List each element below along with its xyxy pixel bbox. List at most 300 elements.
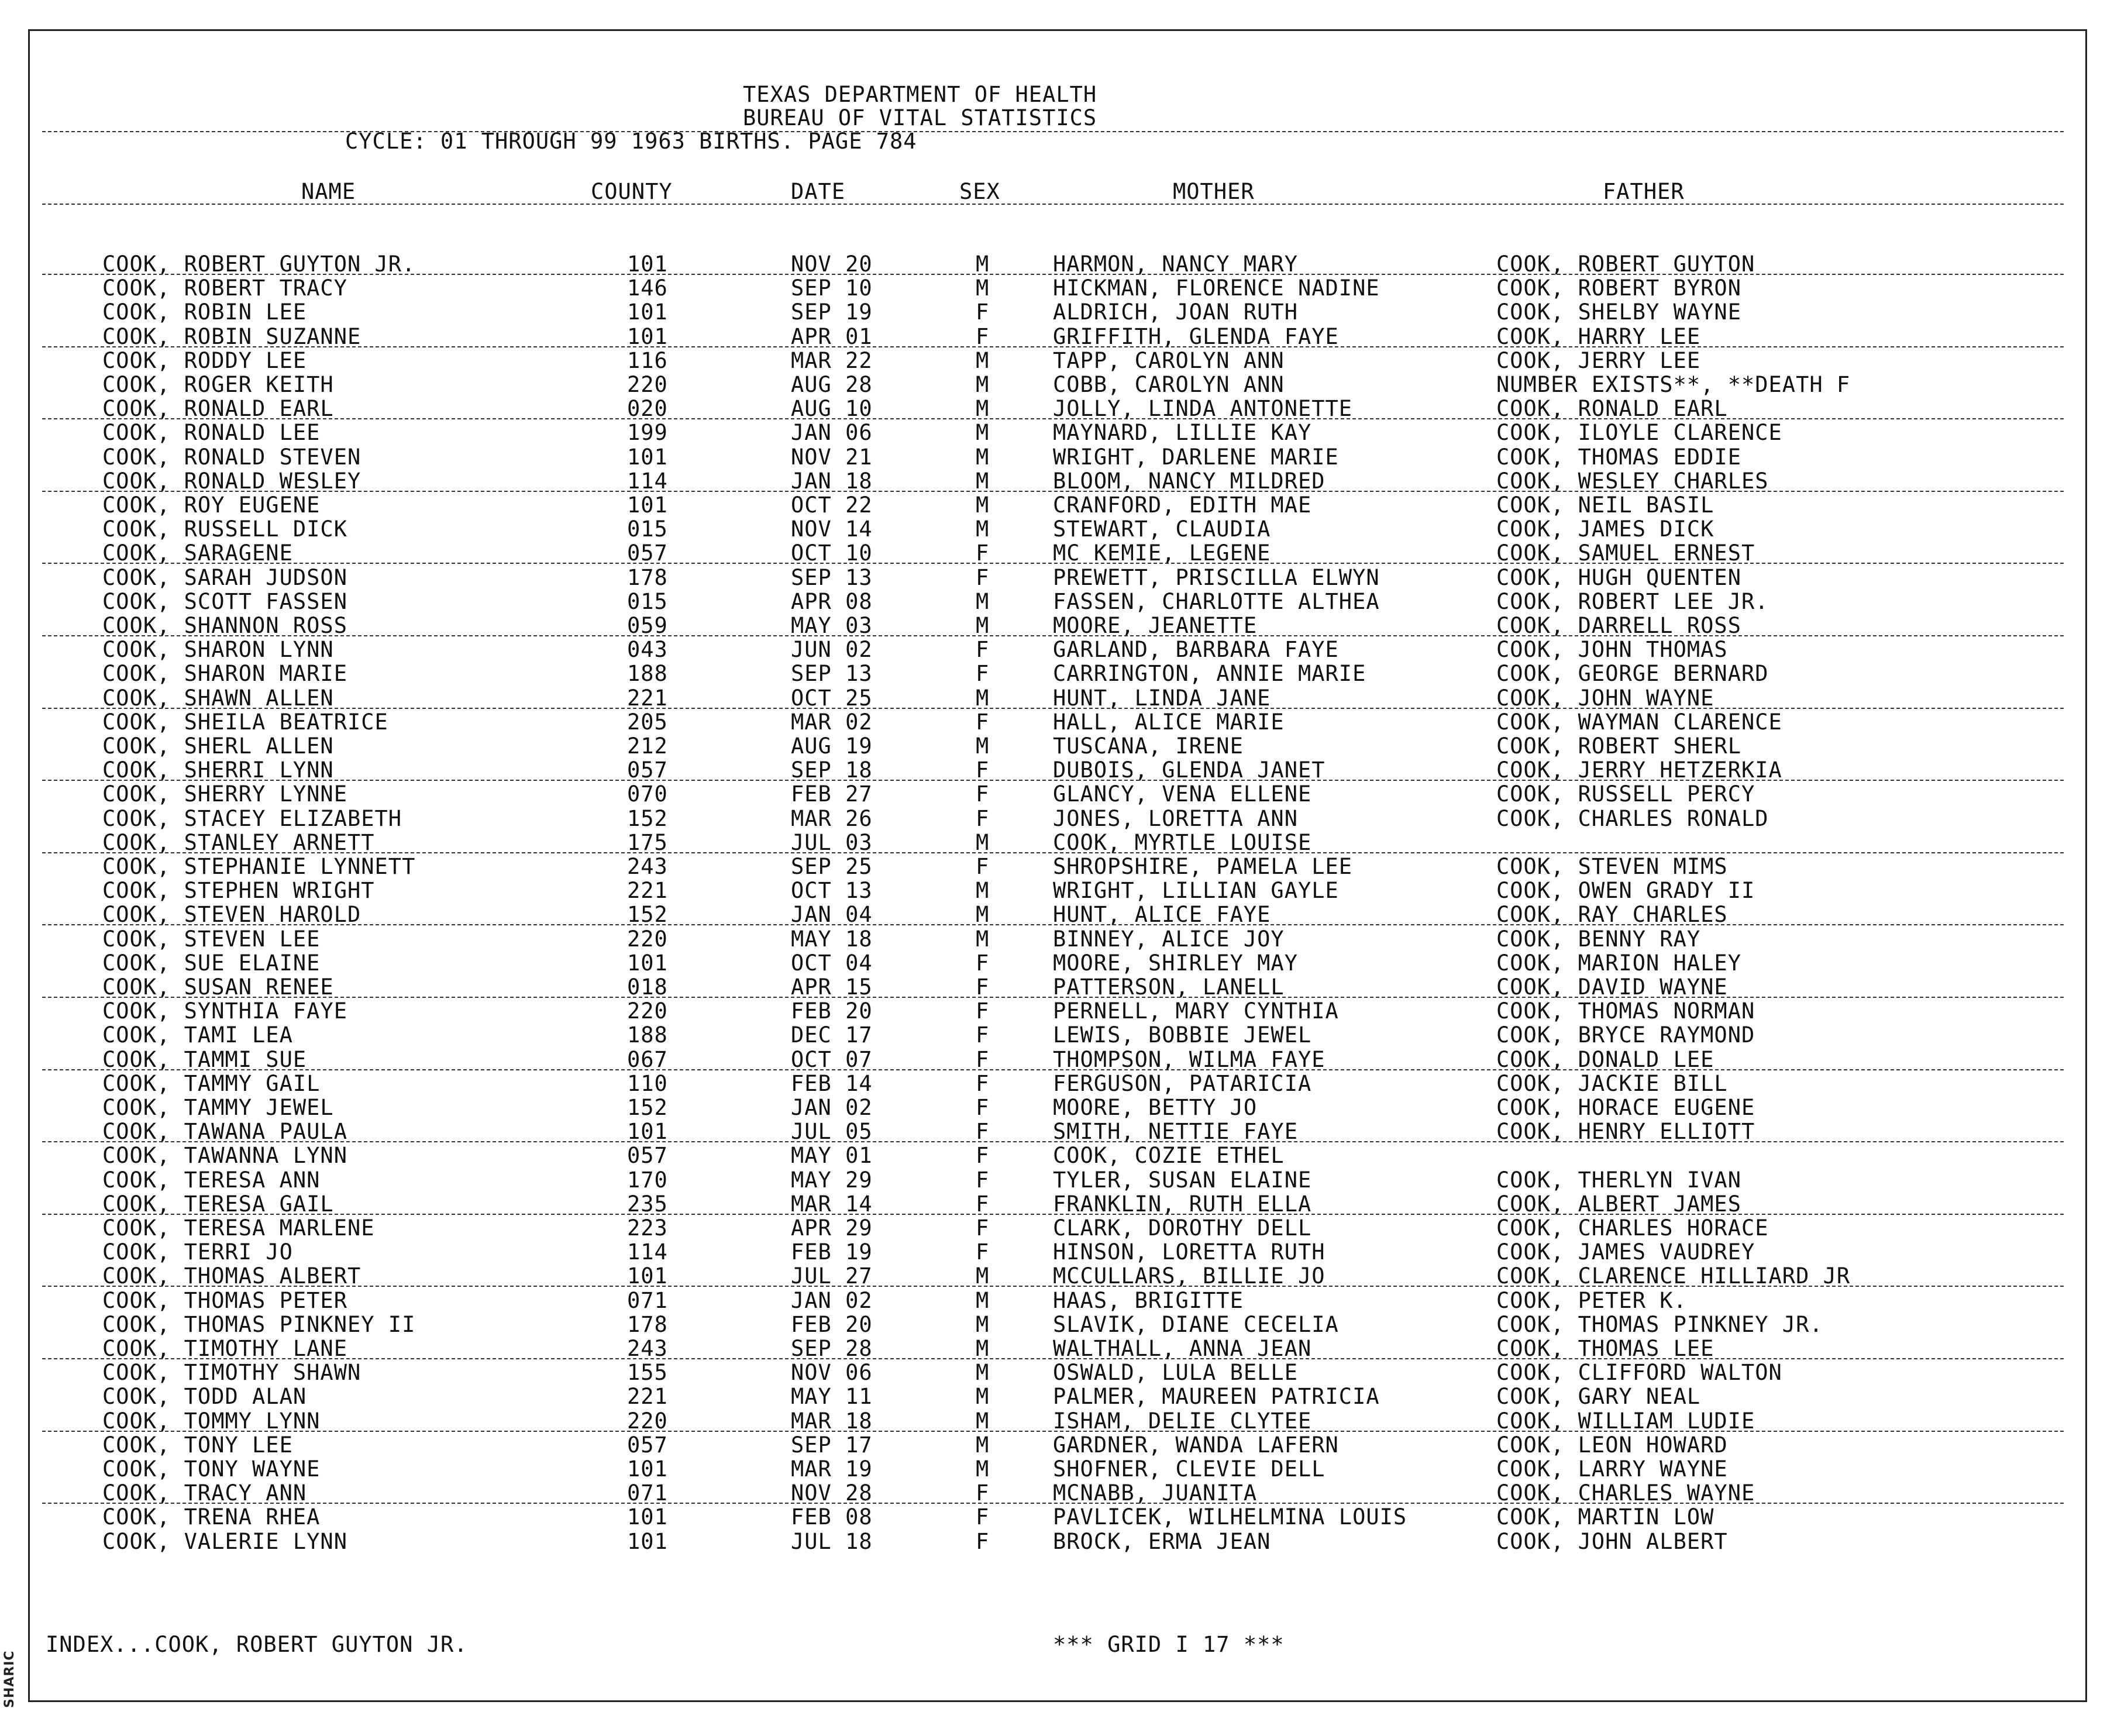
- cell-county: 015: [627, 516, 668, 542]
- row-group-rule: [42, 491, 2064, 492]
- cell-father: COOK, THOMAS NORMAN: [1496, 998, 1755, 1024]
- cell-name: COOK, STEVEN LEE: [102, 926, 321, 952]
- cell-name: COOK, TAMMI SUE: [102, 1047, 307, 1072]
- header-line-1: TEXAS DEPARTMENT OF HEALTH: [743, 82, 1097, 107]
- cell-date: APR 29: [791, 1215, 873, 1241]
- cell-date: OCT 04: [791, 950, 873, 976]
- cell-date: SEP 18: [791, 757, 873, 783]
- cell-father: COOK, HUGH QUENTEN: [1496, 565, 1741, 590]
- cell-sex: F: [976, 709, 990, 735]
- row-group-rule: [42, 635, 2064, 636]
- cell-sex: F: [976, 299, 990, 325]
- cell-date: AUG 19: [791, 733, 873, 759]
- cell-mother: STEWART, CLAUDIA: [1053, 516, 1271, 542]
- cell-date: NOV 14: [791, 516, 873, 542]
- cell-mother: ISHAM, DELIE CLYTEE: [1053, 1408, 1312, 1434]
- cell-name: COOK, RONALD STEVEN: [102, 445, 361, 470]
- cell-name: COOK, STACEY ELIZABETH: [102, 806, 402, 831]
- cell-mother: FASSEN, CHARLOTTE ALTHEA: [1053, 589, 1380, 614]
- cell-county: 114: [627, 469, 668, 494]
- column-header-father: FATHER: [1603, 179, 1685, 204]
- cell-date: SEP 19: [791, 299, 873, 325]
- cell-mother: BROCK, ERMA JEAN: [1053, 1529, 1271, 1554]
- cell-date: JAN 18: [791, 469, 873, 494]
- cell-sex: F: [976, 540, 990, 566]
- row-group-rule: [42, 418, 2064, 419]
- cell-name: COOK, TAMMY JEWEL: [102, 1095, 334, 1120]
- cell-county: 101: [627, 1263, 668, 1289]
- cell-sex: M: [976, 1336, 990, 1361]
- cell-sex: M: [976, 492, 990, 518]
- cell-sex: F: [976, 1480, 990, 1506]
- cell-mother: CARRINGTON, ANNIE MARIE: [1053, 661, 1366, 686]
- cell-father: COOK, LARRY WAYNE: [1496, 1456, 1728, 1482]
- cell-father: COOK, ROBERT BYRON: [1496, 275, 1741, 301]
- cell-date: FEB 20: [791, 998, 873, 1024]
- cycle-line: CYCLE: 01 THROUGH 99 1963 BIRTHS. PAGE 784: [345, 129, 917, 154]
- cell-name: COOK, RONALD LEE: [102, 420, 321, 445]
- cell-sex: F: [976, 1143, 990, 1168]
- cell-father: NUMBER EXISTS**, **DEATH F: [1496, 372, 1851, 397]
- cell-sex: F: [976, 1119, 990, 1144]
- cell-county: 223: [627, 1215, 668, 1241]
- cell-sex: F: [976, 950, 990, 976]
- cell-county: 152: [627, 902, 668, 927]
- cell-sex: F: [976, 637, 990, 662]
- cell-name: COOK, TAWANNA LYNN: [102, 1143, 347, 1168]
- cell-name: COOK, TAMMY GAIL: [102, 1071, 321, 1096]
- cell-county: 116: [627, 348, 668, 373]
- cell-father: COOK, MARION HALEY: [1496, 950, 1741, 976]
- cell-county: 178: [627, 1312, 668, 1337]
- cell-mother: COOK, COZIE ETHEL: [1053, 1143, 1285, 1168]
- cell-name: COOK, STEPHANIE LYNNETT: [102, 854, 416, 879]
- cell-mother: GRIFFITH, GLENDA FAYE: [1053, 324, 1339, 349]
- cell-father: COOK, JERRY LEE: [1496, 348, 1701, 373]
- cell-county: 243: [627, 1336, 668, 1361]
- cell-county: 057: [627, 540, 668, 566]
- cell-father: COOK, BRYCE RAYMOND: [1496, 1022, 1755, 1048]
- cell-name: COOK, TIMOTHY LANE: [102, 1336, 347, 1361]
- cell-sex: F: [976, 1191, 990, 1217]
- cell-county: 220: [627, 926, 668, 952]
- cell-county: 070: [627, 781, 668, 807]
- cell-sex: M: [976, 1384, 990, 1409]
- cell-mother: BINNEY, ALICE JOY: [1053, 926, 1285, 952]
- row-group-rule: [42, 1286, 2064, 1287]
- cell-county: 221: [627, 1384, 668, 1409]
- cell-father: COOK, HORACE EUGENE: [1496, 1095, 1755, 1120]
- cell-father: COOK, JOHN WAYNE: [1496, 686, 1714, 711]
- cell-father: COOK, CLIFFORD WALTON: [1496, 1360, 1782, 1385]
- cell-father: COOK, RONALD EARL: [1496, 396, 1728, 421]
- cell-sex: F: [976, 1095, 990, 1120]
- cell-mother: HICKMAN, FLORENCE NADINE: [1053, 275, 1380, 301]
- cell-father: COOK, WESLEY CHARLES: [1496, 469, 1769, 494]
- row-group-rule: [42, 1069, 2064, 1070]
- cell-name: COOK, THOMAS PINKNEY II: [102, 1312, 416, 1337]
- cell-name: COOK, TONY LEE: [102, 1432, 293, 1458]
- cell-father: COOK, THOMAS LEE: [1496, 1336, 1714, 1361]
- cell-name: COOK, SCOTT FASSEN: [102, 589, 347, 614]
- cell-sex: F: [976, 1239, 990, 1265]
- cell-sex: M: [976, 469, 990, 494]
- cell-father: COOK, BENNY RAY: [1496, 926, 1701, 952]
- cell-county: 101: [627, 950, 668, 976]
- cell-county: 101: [627, 1529, 668, 1554]
- cell-date: MAY 01: [791, 1143, 873, 1168]
- cell-county: 067: [627, 1047, 668, 1072]
- cell-sex: M: [976, 1360, 990, 1385]
- cell-county: 188: [627, 1022, 668, 1048]
- cell-mother: FERGUSON, PATARICIA: [1053, 1071, 1312, 1096]
- cell-sex: M: [976, 348, 990, 373]
- cell-mother: PALMER, MAUREEN PATRICIA: [1053, 1384, 1380, 1409]
- cell-date: MAR 02: [791, 709, 873, 735]
- cell-mother: TAPP, CAROLYN ANN: [1053, 348, 1285, 373]
- cell-father: COOK, RUSSELL PERCY: [1496, 781, 1755, 807]
- cell-date: SEP 10: [791, 275, 873, 301]
- row-group-rule: [42, 924, 2064, 925]
- cell-father: COOK, ALBERT JAMES: [1496, 1191, 1741, 1217]
- cell-sex: F: [976, 324, 990, 349]
- cell-father: COOK, HENRY ELLIOTT: [1496, 1119, 1755, 1144]
- cell-date: JAN 02: [791, 1288, 873, 1313]
- cell-sex: M: [976, 275, 990, 301]
- cell-sex: M: [976, 830, 990, 855]
- cell-name: COOK, SARAGENE: [102, 540, 293, 566]
- cell-mother: WRIGHT, LILLIAN GAYLE: [1053, 878, 1339, 903]
- cell-father: COOK, ROBERT LEE JR.: [1496, 589, 1769, 614]
- cell-name: COOK, SHARON MARIE: [102, 661, 347, 686]
- cell-date: FEB 08: [791, 1504, 873, 1530]
- cell-mother: PAVLICEK, WILHELMINA LOUIS: [1053, 1504, 1407, 1530]
- cell-county: 018: [627, 974, 668, 1000]
- row-group-rule: [42, 852, 2064, 853]
- cell-county: 152: [627, 1095, 668, 1120]
- cell-county: 170: [627, 1167, 668, 1193]
- cell-county: 101: [627, 299, 668, 325]
- cell-father: COOK, ROBERT SHERL: [1496, 733, 1741, 759]
- cell-father: COOK, HARRY LEE: [1496, 324, 1701, 349]
- cell-mother: SMITH, NETTIE FAYE: [1053, 1119, 1298, 1144]
- cell-mother: MOORE, BETTY JO: [1053, 1095, 1258, 1120]
- cell-date: JUL 05: [791, 1119, 873, 1144]
- cell-name: COOK, RONALD EARL: [102, 396, 334, 421]
- cell-father: COOK, SHELBY WAYNE: [1496, 299, 1741, 325]
- cell-mother: CRANFORD, EDITH MAE: [1053, 492, 1312, 518]
- cell-county: 101: [627, 252, 668, 277]
- cell-father: COOK, WILLIAM LUDIE: [1496, 1408, 1755, 1434]
- cell-father: COOK, DAVID WAYNE: [1496, 974, 1728, 1000]
- cell-county: 152: [627, 806, 668, 831]
- cell-father: COOK, GARY NEAL: [1496, 1384, 1701, 1409]
- cell-county: 221: [627, 878, 668, 903]
- cell-name: COOK, VALERIE LYNN: [102, 1529, 347, 1554]
- cell-name: COOK, TODD ALAN: [102, 1384, 307, 1409]
- row-group-rule: [42, 274, 2064, 275]
- cell-date: OCT 22: [791, 492, 873, 518]
- cell-name: COOK, TOMMY LYNN: [102, 1408, 321, 1434]
- cell-name: COOK, ROBIN LEE: [102, 299, 307, 325]
- cell-name: COOK, STANLEY ARNETT: [102, 830, 375, 855]
- cell-date: MAR 18: [791, 1408, 873, 1434]
- cell-county: 205: [627, 709, 668, 735]
- cell-father: COOK, THOMAS EDDIE: [1496, 445, 1741, 470]
- cell-name: COOK, ROGER KEITH: [102, 372, 334, 397]
- cell-mother: HAAS, BRIGITTE: [1053, 1288, 1244, 1313]
- cell-sex: M: [976, 613, 990, 638]
- cell-father: COOK, DONALD LEE: [1496, 1047, 1714, 1072]
- cell-father: COOK, JOHN ALBERT: [1496, 1529, 1728, 1554]
- cell-county: 015: [627, 589, 668, 614]
- cell-date: JAN 02: [791, 1095, 873, 1120]
- cell-father: COOK, CHARLES HORACE: [1496, 1215, 1769, 1241]
- cell-sex: M: [976, 372, 990, 397]
- cell-sex: M: [976, 686, 990, 711]
- cell-mother: CLARK, DOROTHY DELL: [1053, 1215, 1312, 1241]
- cell-sex: M: [976, 1312, 990, 1337]
- cell-name: COOK, TERESA GAIL: [102, 1191, 334, 1217]
- cell-date: FEB 27: [791, 781, 873, 807]
- cell-date: NOV 20: [791, 252, 873, 277]
- cell-name: COOK, THOMAS ALBERT: [102, 1263, 361, 1289]
- cell-mother: DUBOIS, GLENDA JANET: [1053, 757, 1325, 783]
- cell-county: 220: [627, 1408, 668, 1434]
- cell-mother: HUNT, ALICE FAYE: [1053, 902, 1271, 927]
- cell-date: SEP 25: [791, 854, 873, 879]
- cell-sex: F: [976, 781, 990, 807]
- cell-sex: M: [976, 396, 990, 421]
- cell-sex: M: [976, 926, 990, 952]
- cell-name: COOK, TAWANA PAULA: [102, 1119, 347, 1144]
- cell-mother: HARMON, NANCY MARY: [1053, 252, 1298, 277]
- cell-name: COOK, RUSSELL DICK: [102, 516, 347, 542]
- cell-sex: M: [976, 1408, 990, 1434]
- cell-sex: F: [976, 1167, 990, 1193]
- cell-name: COOK, TERRI JO: [102, 1239, 293, 1265]
- cell-name: COOK, SHANNON ROSS: [102, 613, 347, 638]
- row-group-rule: [42, 1431, 2064, 1432]
- cell-name: COOK, ROBERT GUYTON JR.: [102, 252, 416, 277]
- cell-date: MAY 11: [791, 1384, 873, 1409]
- cell-sex: F: [976, 757, 990, 783]
- cell-mother: HUNT, LINDA JANE: [1053, 686, 1271, 711]
- cell-date: MAR 22: [791, 348, 873, 373]
- cell-sex: M: [976, 1263, 990, 1289]
- cell-county: 059: [627, 613, 668, 638]
- cell-sex: F: [976, 1529, 990, 1554]
- cell-sex: F: [976, 854, 990, 879]
- cell-mother: SHROPSHIRE, PAMELA LEE: [1053, 854, 1353, 879]
- cell-county: 057: [627, 757, 668, 783]
- cell-name: COOK, SHERRY LYNNE: [102, 781, 347, 807]
- cell-father: COOK, WAYMAN CLARENCE: [1496, 709, 1782, 735]
- cell-mother: JOLLY, LINDA ANTONETTE: [1053, 396, 1353, 421]
- cell-mother: GARLAND, BARBARA FAYE: [1053, 637, 1339, 662]
- cell-sex: F: [976, 1071, 990, 1096]
- cell-sex: M: [976, 420, 990, 445]
- cell-sex: M: [976, 878, 990, 903]
- cell-name: COOK, SYNTHIA FAYE: [102, 998, 347, 1024]
- cell-date: APR 01: [791, 324, 873, 349]
- cell-name: COOK, STEVEN HAROLD: [102, 902, 361, 927]
- cell-sex: F: [976, 661, 990, 686]
- cell-county: 071: [627, 1288, 668, 1313]
- cell-mother: MCNABB, JUANITA: [1053, 1480, 1258, 1506]
- cell-name: COOK, TERESA ANN: [102, 1167, 321, 1193]
- cell-mother: HINSON, LORETTA RUTH: [1053, 1239, 1325, 1265]
- cell-county: 101: [627, 1119, 668, 1144]
- cell-date: MAR 14: [791, 1191, 873, 1217]
- cell-name: COOK, ROBIN SUZANNE: [102, 324, 361, 349]
- cell-date: APR 15: [791, 974, 873, 1000]
- cell-date: JUL 27: [791, 1263, 873, 1289]
- cell-date: APR 08: [791, 589, 873, 614]
- cell-date: MAR 26: [791, 806, 873, 831]
- column-header-date: DATE: [791, 179, 846, 204]
- cell-father: COOK, THERLYN IVAN: [1496, 1167, 1741, 1193]
- header-line-2: BUREAU OF VITAL STATISTICS: [743, 105, 1097, 130]
- cell-county: 101: [627, 445, 668, 470]
- cell-county: 155: [627, 1360, 668, 1385]
- cell-father: COOK, CHARLES WAYNE: [1496, 1480, 1755, 1506]
- cell-date: FEB 20: [791, 1312, 873, 1337]
- cell-sex: M: [976, 252, 990, 277]
- cell-mother: PREWETT, PRISCILLA ELWYN: [1053, 565, 1380, 590]
- cell-date: MAR 19: [791, 1456, 873, 1482]
- cell-sex: F: [976, 1215, 990, 1241]
- cell-mother: MCCULLARS, BILLIE JO: [1053, 1263, 1325, 1289]
- cell-county: 175: [627, 830, 668, 855]
- row-group-rule: [42, 1214, 2064, 1215]
- cell-name: COOK, SHERL ALLEN: [102, 733, 334, 759]
- cell-date: OCT 25: [791, 686, 873, 711]
- row-group-rule: [42, 1358, 2064, 1359]
- cell-sex: M: [976, 589, 990, 614]
- cell-father: COOK, CLARENCE HILLIARD JR: [1496, 1263, 1851, 1289]
- cell-sex: F: [976, 1047, 990, 1072]
- cell-father: COOK, PETER K.: [1496, 1288, 1687, 1313]
- row-group-rule: [42, 563, 2064, 564]
- cell-father: COOK, CHARLES RONALD: [1496, 806, 1769, 831]
- cell-father: COOK, NEIL BASIL: [1496, 492, 1714, 518]
- cell-father: COOK, DARRELL ROSS: [1496, 613, 1741, 638]
- cell-county: 146: [627, 275, 668, 301]
- cell-county: 101: [627, 1456, 668, 1482]
- cell-father: COOK, LEON HOWARD: [1496, 1432, 1728, 1458]
- cell-date: JUL 18: [791, 1529, 873, 1554]
- cell-name: COOK, TAMI LEA: [102, 1022, 293, 1048]
- cell-mother: PERNELL, MARY CYNTHIA: [1053, 998, 1339, 1024]
- cell-name: COOK, SHERRI LYNN: [102, 757, 334, 783]
- cell-mother: PATTERSON, LANELL: [1053, 974, 1285, 1000]
- cell-sex: M: [976, 1432, 990, 1458]
- cell-county: 235: [627, 1191, 668, 1217]
- cell-father: COOK, RAY CHARLES: [1496, 902, 1728, 927]
- cell-date: SEP 13: [791, 661, 873, 686]
- cell-sex: M: [976, 1288, 990, 1313]
- cell-date: FEB 14: [791, 1071, 873, 1096]
- cell-mother: GARDNER, WANDA LAFERN: [1053, 1432, 1339, 1458]
- cell-county: 101: [627, 492, 668, 518]
- cell-county: 188: [627, 661, 668, 686]
- cell-father: COOK, ILOYLE CLARENCE: [1496, 420, 1782, 445]
- column-header-county: COUNTY: [591, 179, 673, 204]
- cell-father: COOK, MARTIN LOW: [1496, 1504, 1714, 1530]
- column-header-sex: SEX: [959, 179, 1000, 204]
- column-header-rule: [42, 204, 2064, 205]
- cell-sex: M: [976, 516, 990, 542]
- cell-father: COOK, ROBERT GUYTON: [1496, 252, 1755, 277]
- cell-mother: JONES, LORETTA ANN: [1053, 806, 1298, 831]
- cell-date: MAY 18: [791, 926, 873, 952]
- cell-county: 220: [627, 372, 668, 397]
- cell-date: NOV 28: [791, 1480, 873, 1506]
- cell-name: COOK, RODDY LEE: [102, 348, 307, 373]
- cell-sex: M: [976, 445, 990, 470]
- cell-mother: TUSCANA, IRENE: [1053, 733, 1244, 759]
- cell-date: MAY 03: [791, 613, 873, 638]
- column-header-mother: MOTHER: [1173, 179, 1255, 204]
- cell-county: 101: [627, 1504, 668, 1530]
- cell-mother: WALTHALL, ANNA JEAN: [1053, 1336, 1312, 1361]
- cell-county: 199: [627, 420, 668, 445]
- cell-county: 071: [627, 1480, 668, 1506]
- footer-index: INDEX...COOK, ROBERT GUYTON JR.: [46, 1632, 468, 1657]
- row-group-rule: [42, 1141, 2064, 1142]
- cell-mother: FRANKLIN, RUTH ELLA: [1053, 1191, 1312, 1217]
- column-header-name: NAME: [301, 179, 356, 204]
- cell-sex: F: [976, 1504, 990, 1530]
- cell-date: AUG 10: [791, 396, 873, 421]
- cell-date: NOV 06: [791, 1360, 873, 1385]
- cell-date: JAN 06: [791, 420, 873, 445]
- cell-date: FEB 19: [791, 1239, 873, 1265]
- cell-name: COOK, ROY EUGENE: [102, 492, 321, 518]
- cell-name: COOK, SARAH JUDSON: [102, 565, 347, 590]
- cell-name: COOK, TIMOTHY SHAWN: [102, 1360, 361, 1385]
- cell-name: COOK, TRACY ANN: [102, 1480, 307, 1506]
- cell-sex: F: [976, 806, 990, 831]
- cell-mother: TYLER, SUSAN ELAINE: [1053, 1167, 1312, 1193]
- cell-county: 178: [627, 565, 668, 590]
- cell-mother: MAYNARD, LILLIE KAY: [1053, 420, 1312, 445]
- cell-county: 057: [627, 1143, 668, 1168]
- cell-mother: MOORE, JEANETTE: [1053, 613, 1258, 638]
- cell-county: 221: [627, 686, 668, 711]
- cell-date: JUL 03: [791, 830, 873, 855]
- cell-mother: OSWALD, LULA BELLE: [1053, 1360, 1298, 1385]
- cell-county: 020: [627, 396, 668, 421]
- cell-mother: MC KEMIE, LEGENE: [1053, 540, 1271, 566]
- cell-date: DEC 17: [791, 1022, 873, 1048]
- cell-date: SEP 17: [791, 1432, 873, 1458]
- cell-name: COOK, SUE ELAINE: [102, 950, 321, 976]
- cell-mother: WRIGHT, DARLENE MARIE: [1053, 445, 1339, 470]
- cell-county: 101: [627, 324, 668, 349]
- cell-sex: M: [976, 902, 990, 927]
- cell-mother: COOK, MYRTLE LOUISE: [1053, 830, 1312, 855]
- row-group-rule: [42, 708, 2064, 709]
- cell-father: COOK, OWEN GRADY II: [1496, 878, 1755, 903]
- cell-date: OCT 07: [791, 1047, 873, 1072]
- cell-mother: THOMPSON, WILMA FAYE: [1053, 1047, 1325, 1072]
- cell-mother: BLOOM, NANCY MILDRED: [1053, 469, 1325, 494]
- cell-date: SEP 28: [791, 1336, 873, 1361]
- cell-sex: M: [976, 1456, 990, 1482]
- cell-name: COOK, RONALD WESLEY: [102, 469, 361, 494]
